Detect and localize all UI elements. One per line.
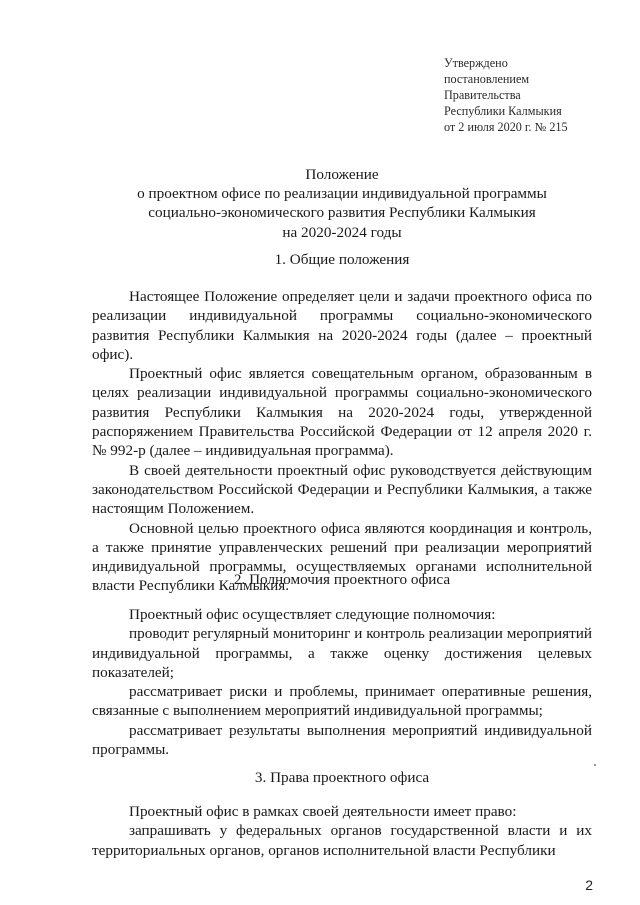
approval-line: Утверждено	[444, 56, 508, 70]
paragraph: рассматривает результаты выполнения мероприятий индивидуальной программы.	[92, 721, 592, 759]
page-number: 2	[585, 877, 593, 893]
paragraph: В своей деятельности проектный офис руководствуется действующим законодательством Российской Федерации и Республики Калмыкия, а также настоящим Положением.	[92, 461, 592, 518]
section-3-heading: 3. Права проектного офиса	[254, 769, 430, 786]
paragraph: запрашивать у федеральных органов государственной власти и их территориальных органов, органов исполнительной власти Республики	[92, 822, 592, 859]
approval-line: постановлением	[444, 72, 530, 86]
section-2-body	[92, 605, 592, 759]
paragraph: рассматривает риски и проблемы, принимает оперативные решения, связанные с выполнением мероприятий индивидуальной программы;	[92, 683, 592, 720]
title-line: на 2020-2024 годы	[282, 223, 402, 241]
paragraph: Основной целью проектного офиса являются координация и контроль, а также принятие управленческих решений при реализации мероприятий индивидуальной программы, осуществляемых органами исполнительной власти Республики Калмыкия.	[92, 519, 592, 595]
section-2-heading: 2. Полномочия проектного офиса	[233, 571, 451, 588]
title-line: о проектном офисе по реализации индивидуальной программы	[137, 185, 547, 203]
paragraph: Проектный офис является совещательным органом, образованным в целях реализации индивидуальной программы социально-экономического развития Республики Калмыкия на 2020-2024 годы, утвержденной распоряжением Правительства Российской Федерации от 12 апреля 2020 г. № 992-р (далее – индивидуальная программа).	[92, 365, 592, 460]
section-1-heading: 1. Общие положения	[274, 251, 410, 268]
title-line: социально-экономического развития Республики Калмыкия	[148, 204, 536, 222]
approval-line: от 2 июля 2020 г. № 215	[444, 120, 568, 134]
approval-line: Правительства	[444, 88, 521, 102]
approval-line: Республики Калмыкия	[444, 104, 562, 118]
paragraph: Проектный офис осуществляет следующие полномочия:	[129, 606, 496, 623]
section-3-body	[92, 802, 592, 860]
document-title	[92, 165, 592, 242]
scan-speck	[594, 764, 596, 766]
paragraph: Проектный офис в рамках своей деятельности имеет право:	[129, 803, 517, 820]
paragraph: проводит регулярный мониторинг и контроль реализации мероприятий индивидуальной программы, а также оценку достижения целевых показателей;	[92, 625, 592, 681]
section-1-body	[92, 287, 592, 596]
paragraph: Настоящее Положение определяет цели и задачи проектного офиса по реализации индивидуальной программы социально-экономического развития Республики Калмыкия на 2020-2024 годы (далее – проектный офис).	[92, 288, 592, 363]
title-line: Положение	[305, 166, 379, 183]
approval-stamp	[444, 55, 568, 135]
